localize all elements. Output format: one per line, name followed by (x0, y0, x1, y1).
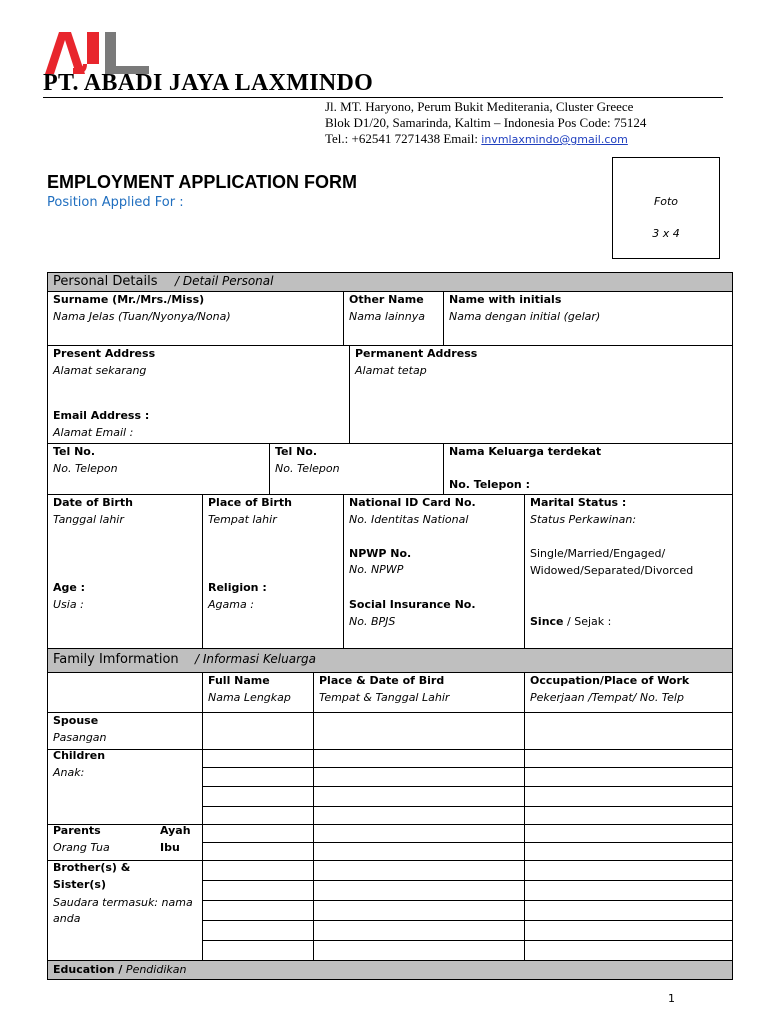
photo-size: 3 x 4 (652, 227, 680, 240)
child-occupation-input[interactable] (525, 750, 733, 768)
occupation-col-header: Occupation/Place of Work Pekerjaan /Tempat/ No. Telp (525, 673, 733, 713)
child-name-input[interactable] (203, 768, 314, 787)
sibling-name-input[interactable] (203, 921, 314, 941)
photo-box[interactable] (612, 157, 720, 259)
position-applied-label: Position Applied For : (47, 195, 184, 210)
education-header: Education / Pendidikan (48, 961, 733, 980)
sibling-occupation-input[interactable] (525, 921, 733, 941)
email-link[interactable]: invmlaxmindo@gmail.com (481, 133, 628, 146)
application-form-table (47, 272, 733, 980)
child-name-input[interactable] (203, 750, 314, 768)
sibling-name-input[interactable] (203, 901, 314, 921)
mother-label: Ibu (160, 841, 180, 854)
next-of-kin-field[interactable]: Nama Keluarga terdekat No. Telepon : (444, 444, 733, 495)
phone-email-label: Tel.: +62541 7271438 Email: (325, 131, 482, 146)
personal-details-header: Personal Details / Detail Personal (48, 273, 733, 292)
surname-field[interactable]: Surname (Mr./Mrs./Miss) Nama Jelas (Tuan/Nyonya/Nona) (48, 292, 344, 346)
sibling-birth-input[interactable] (314, 921, 525, 941)
child-occupation-input[interactable] (525, 806, 733, 824)
mother-name-input[interactable] (203, 843, 314, 861)
father-occupation-input[interactable] (525, 825, 733, 843)
address-line-2: Blok D1/20, Samarinda, Kaltim – Indonesia Pos Code: 75124 (325, 115, 647, 130)
sibling-birth-input[interactable] (314, 941, 525, 961)
birthplace-col-header: Place & Date of Bird Tempat & Tanggal Lahir (314, 673, 525, 713)
father-name-input[interactable] (203, 825, 314, 843)
child-birth-input[interactable] (314, 806, 525, 824)
other-name-field[interactable]: Other Name Nama lainnya (344, 292, 444, 346)
tel-field-2[interactable]: Tel No. No. Telepon (270, 444, 444, 495)
sibling-occupation-input[interactable] (525, 941, 733, 961)
photo-label: Foto (653, 195, 679, 208)
sibling-birth-input[interactable] (314, 901, 525, 921)
father-label: Ayah (160, 824, 191, 837)
children-label: Children Anak: (48, 750, 203, 825)
spouse-label: Spouse Pasangan (48, 713, 203, 750)
family-info-header: Family Imformation / Informasi Keluarga (48, 649, 733, 673)
present-address-field[interactable]: Present Address Alamat sekarang Email Address : Alamat Email : (48, 346, 350, 444)
address-line-3 (325, 131, 628, 147)
email-address-label: Email Address : (53, 409, 150, 422)
page-number: 1 (668, 992, 675, 1005)
child-birth-input[interactable] (314, 787, 525, 806)
spouse-occupation-input[interactable] (525, 713, 733, 750)
permanent-address-field[interactable]: Permanent Address Alamat tetap (350, 346, 733, 444)
mother-occupation-input[interactable] (525, 843, 733, 861)
parents-label: Parents Ayah Orang Tua Ibu (48, 825, 203, 861)
family-blank-cell (48, 673, 203, 713)
sibling-birth-input[interactable] (314, 881, 525, 901)
child-occupation-input[interactable] (525, 787, 733, 806)
sibling-occupation-input[interactable] (525, 881, 733, 901)
child-name-input[interactable] (203, 787, 314, 806)
child-birth-input[interactable] (314, 768, 525, 787)
child-birth-input[interactable] (314, 750, 525, 768)
company-name: PT. ABADI JAYA LAXMINDO (43, 70, 374, 96)
form-title: EMPLOYMENT APPLICATION FORM (47, 172, 357, 192)
birthplace-religion-field[interactable]: Place of Birth Tempat lahir Religion : Agama : (203, 495, 344, 649)
header-divider (43, 97, 723, 98)
spouse-birth-input[interactable] (314, 713, 525, 750)
child-occupation-input[interactable] (525, 768, 733, 787)
sibling-occupation-input[interactable] (525, 861, 733, 881)
siblings-label: Brother(s) & Sister(s) Saudara termasuk: nama anda (48, 861, 203, 961)
sibling-name-input[interactable] (203, 861, 314, 881)
birth-age-field[interactable]: Date of Birth Tanggal lahir Age : Usia : (48, 495, 203, 649)
sibling-birth-input[interactable] (314, 861, 525, 881)
name-initials-field[interactable]: Name with initials Nama dengan initial (gelar) (444, 292, 733, 346)
sibling-name-input[interactable] (203, 881, 314, 901)
father-birth-input[interactable] (314, 825, 525, 843)
fullname-col-header: Full Name Nama Lengkap (203, 673, 314, 713)
sibling-name-input[interactable] (203, 941, 314, 961)
marital-status-field[interactable]: Marital Status : Status Perkawinan: Single/Married/Engaged/ Widowed/Separated/Divorced Since / Sejak : (525, 495, 733, 649)
sibling-occupation-input[interactable] (525, 901, 733, 921)
id-numbers-field[interactable]: National ID Card No. No. Identitas National NPWP No. No. NPWP Social Insurance No. No. BPJS (344, 495, 525, 649)
address-line-1: Jl. MT. Haryono, Perum Bukit Mediterania, Cluster Greece (325, 99, 634, 114)
tel-field-1[interactable]: Tel No. No. Telepon (48, 444, 270, 495)
child-name-input[interactable] (203, 806, 314, 824)
mother-birth-input[interactable] (314, 843, 525, 861)
spouse-name-input[interactable] (203, 713, 314, 750)
